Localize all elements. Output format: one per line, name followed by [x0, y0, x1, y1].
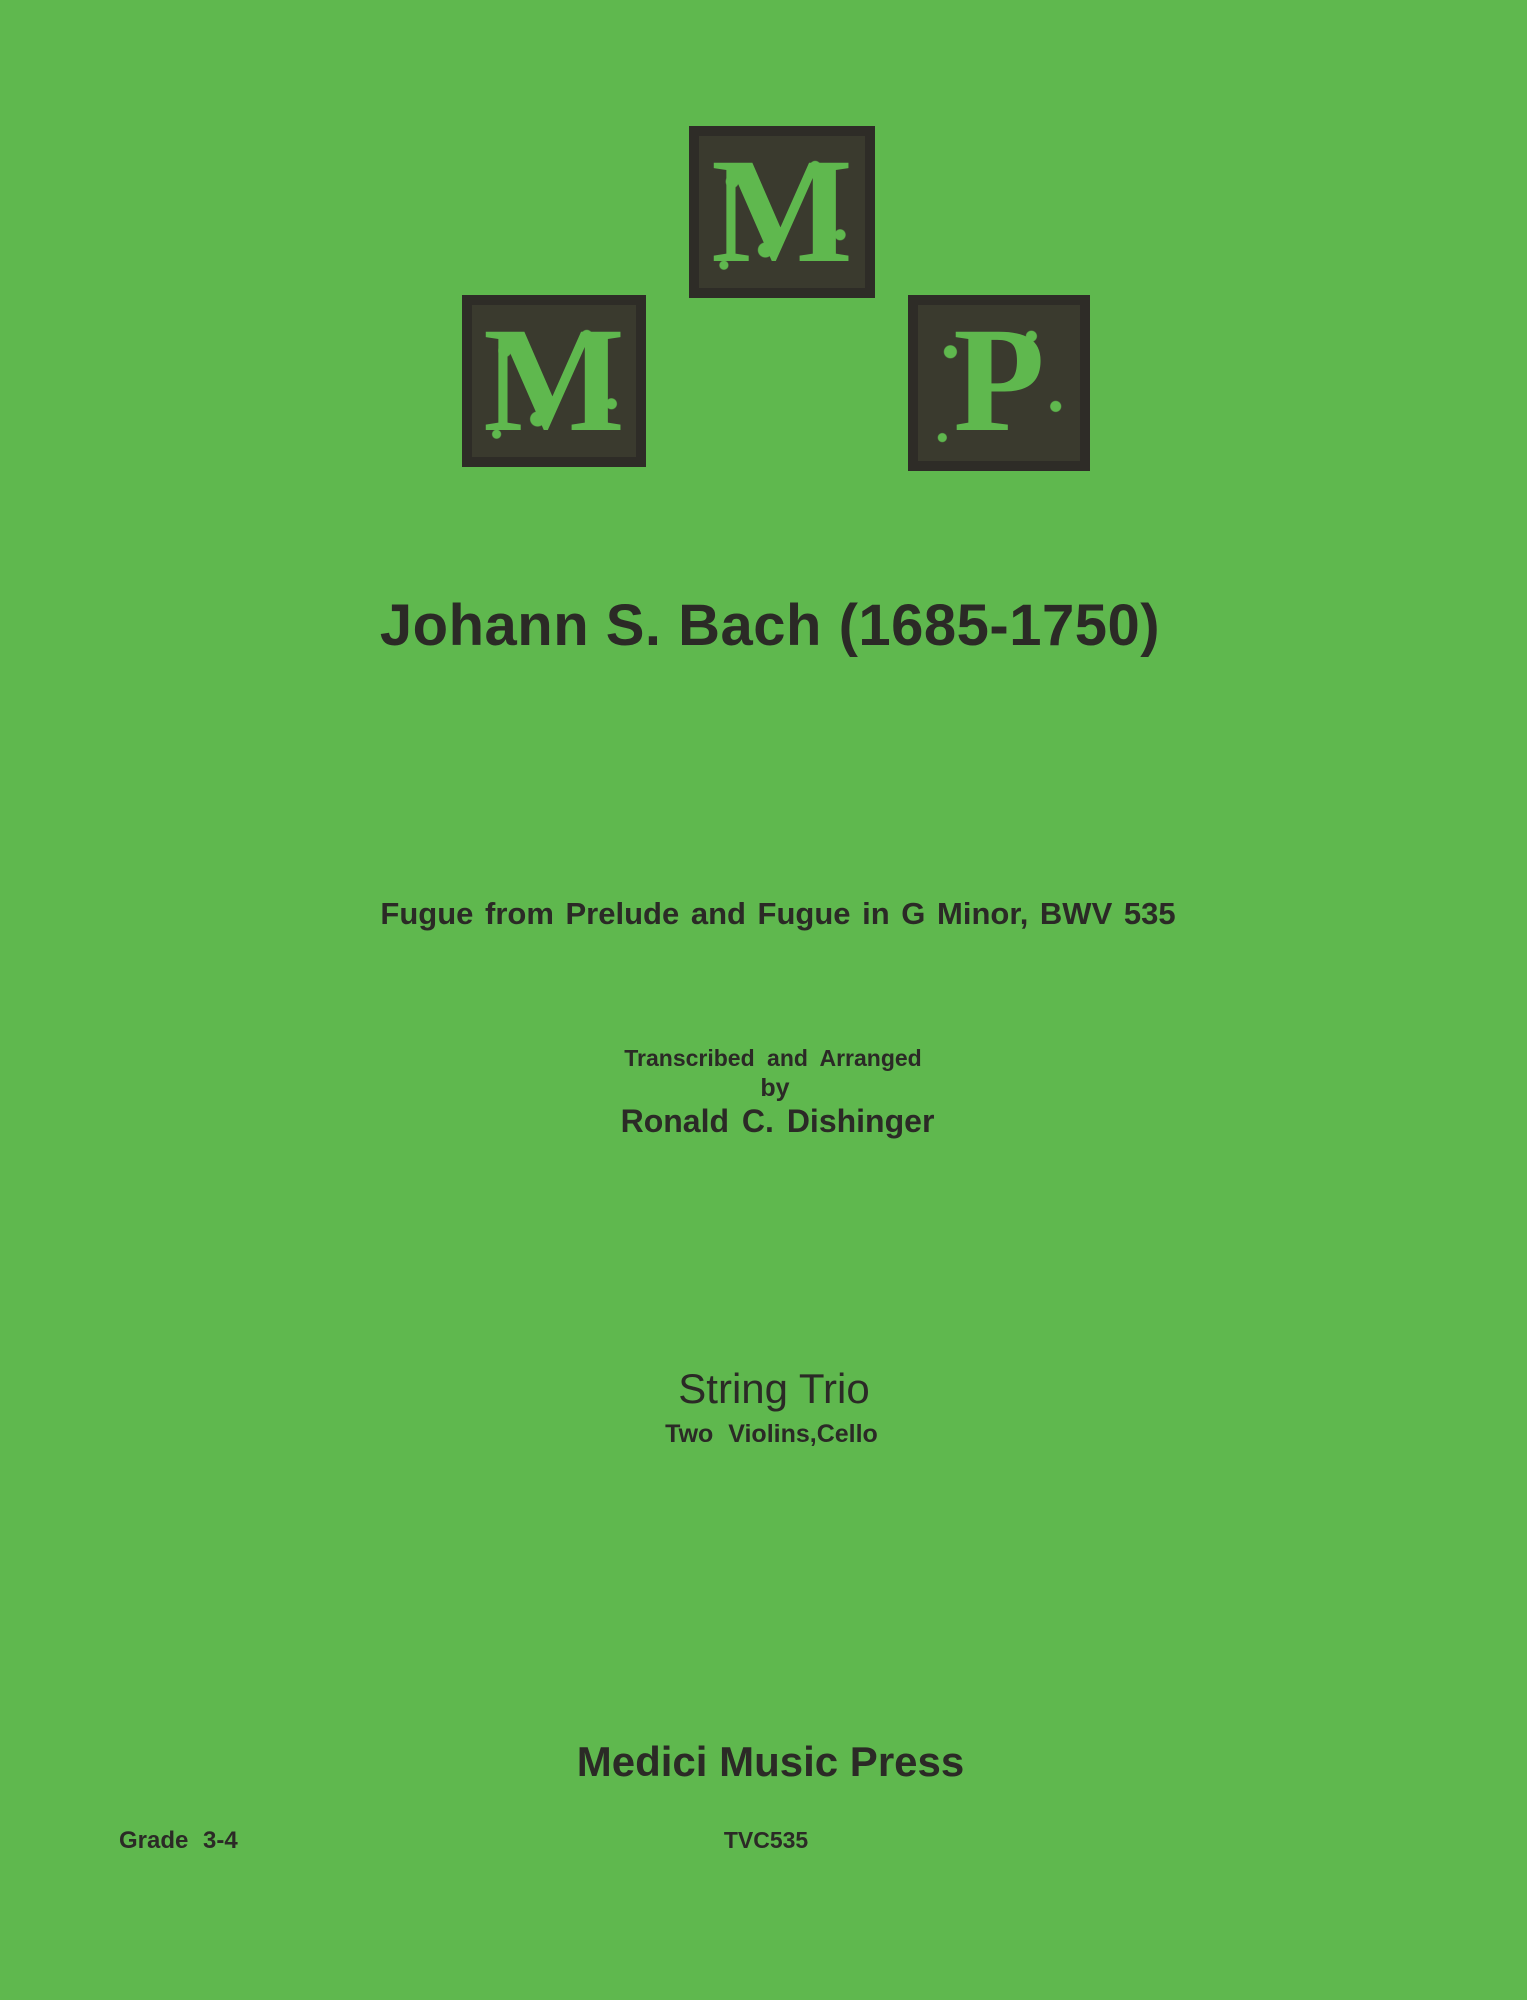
- logo-tile-top-m: [689, 126, 875, 298]
- arranger-name: Ronald C. Dishinger: [620, 1103, 935, 1139]
- logo-letter-m: M: [711, 128, 853, 294]
- arrangement-by: by: [760, 1074, 790, 1102]
- logo-tile-left-m: [462, 295, 646, 467]
- logo-letter-m: M: [483, 297, 625, 463]
- work-title: Fugue from Prelude and Fugue in G Minor, BWV 535: [380, 896, 1176, 931]
- ensemble-instruments: Two Violins,Cello: [665, 1420, 878, 1448]
- arrangement-credit: Transcribed and Arranged: [624, 1045, 922, 1071]
- ensemble-name: String Trio: [678, 1365, 870, 1412]
- logo-tile-right-p: [908, 295, 1090, 471]
- catalog-number: TVC535: [723, 1827, 809, 1853]
- grade-label: Grade 3-4: [119, 1827, 238, 1854]
- publisher-name: Medici Music Press: [576, 1738, 965, 1785]
- composer-title: Johann S. Bach (1685-1750): [379, 593, 1161, 658]
- logo-letter-p: P: [953, 297, 1045, 463]
